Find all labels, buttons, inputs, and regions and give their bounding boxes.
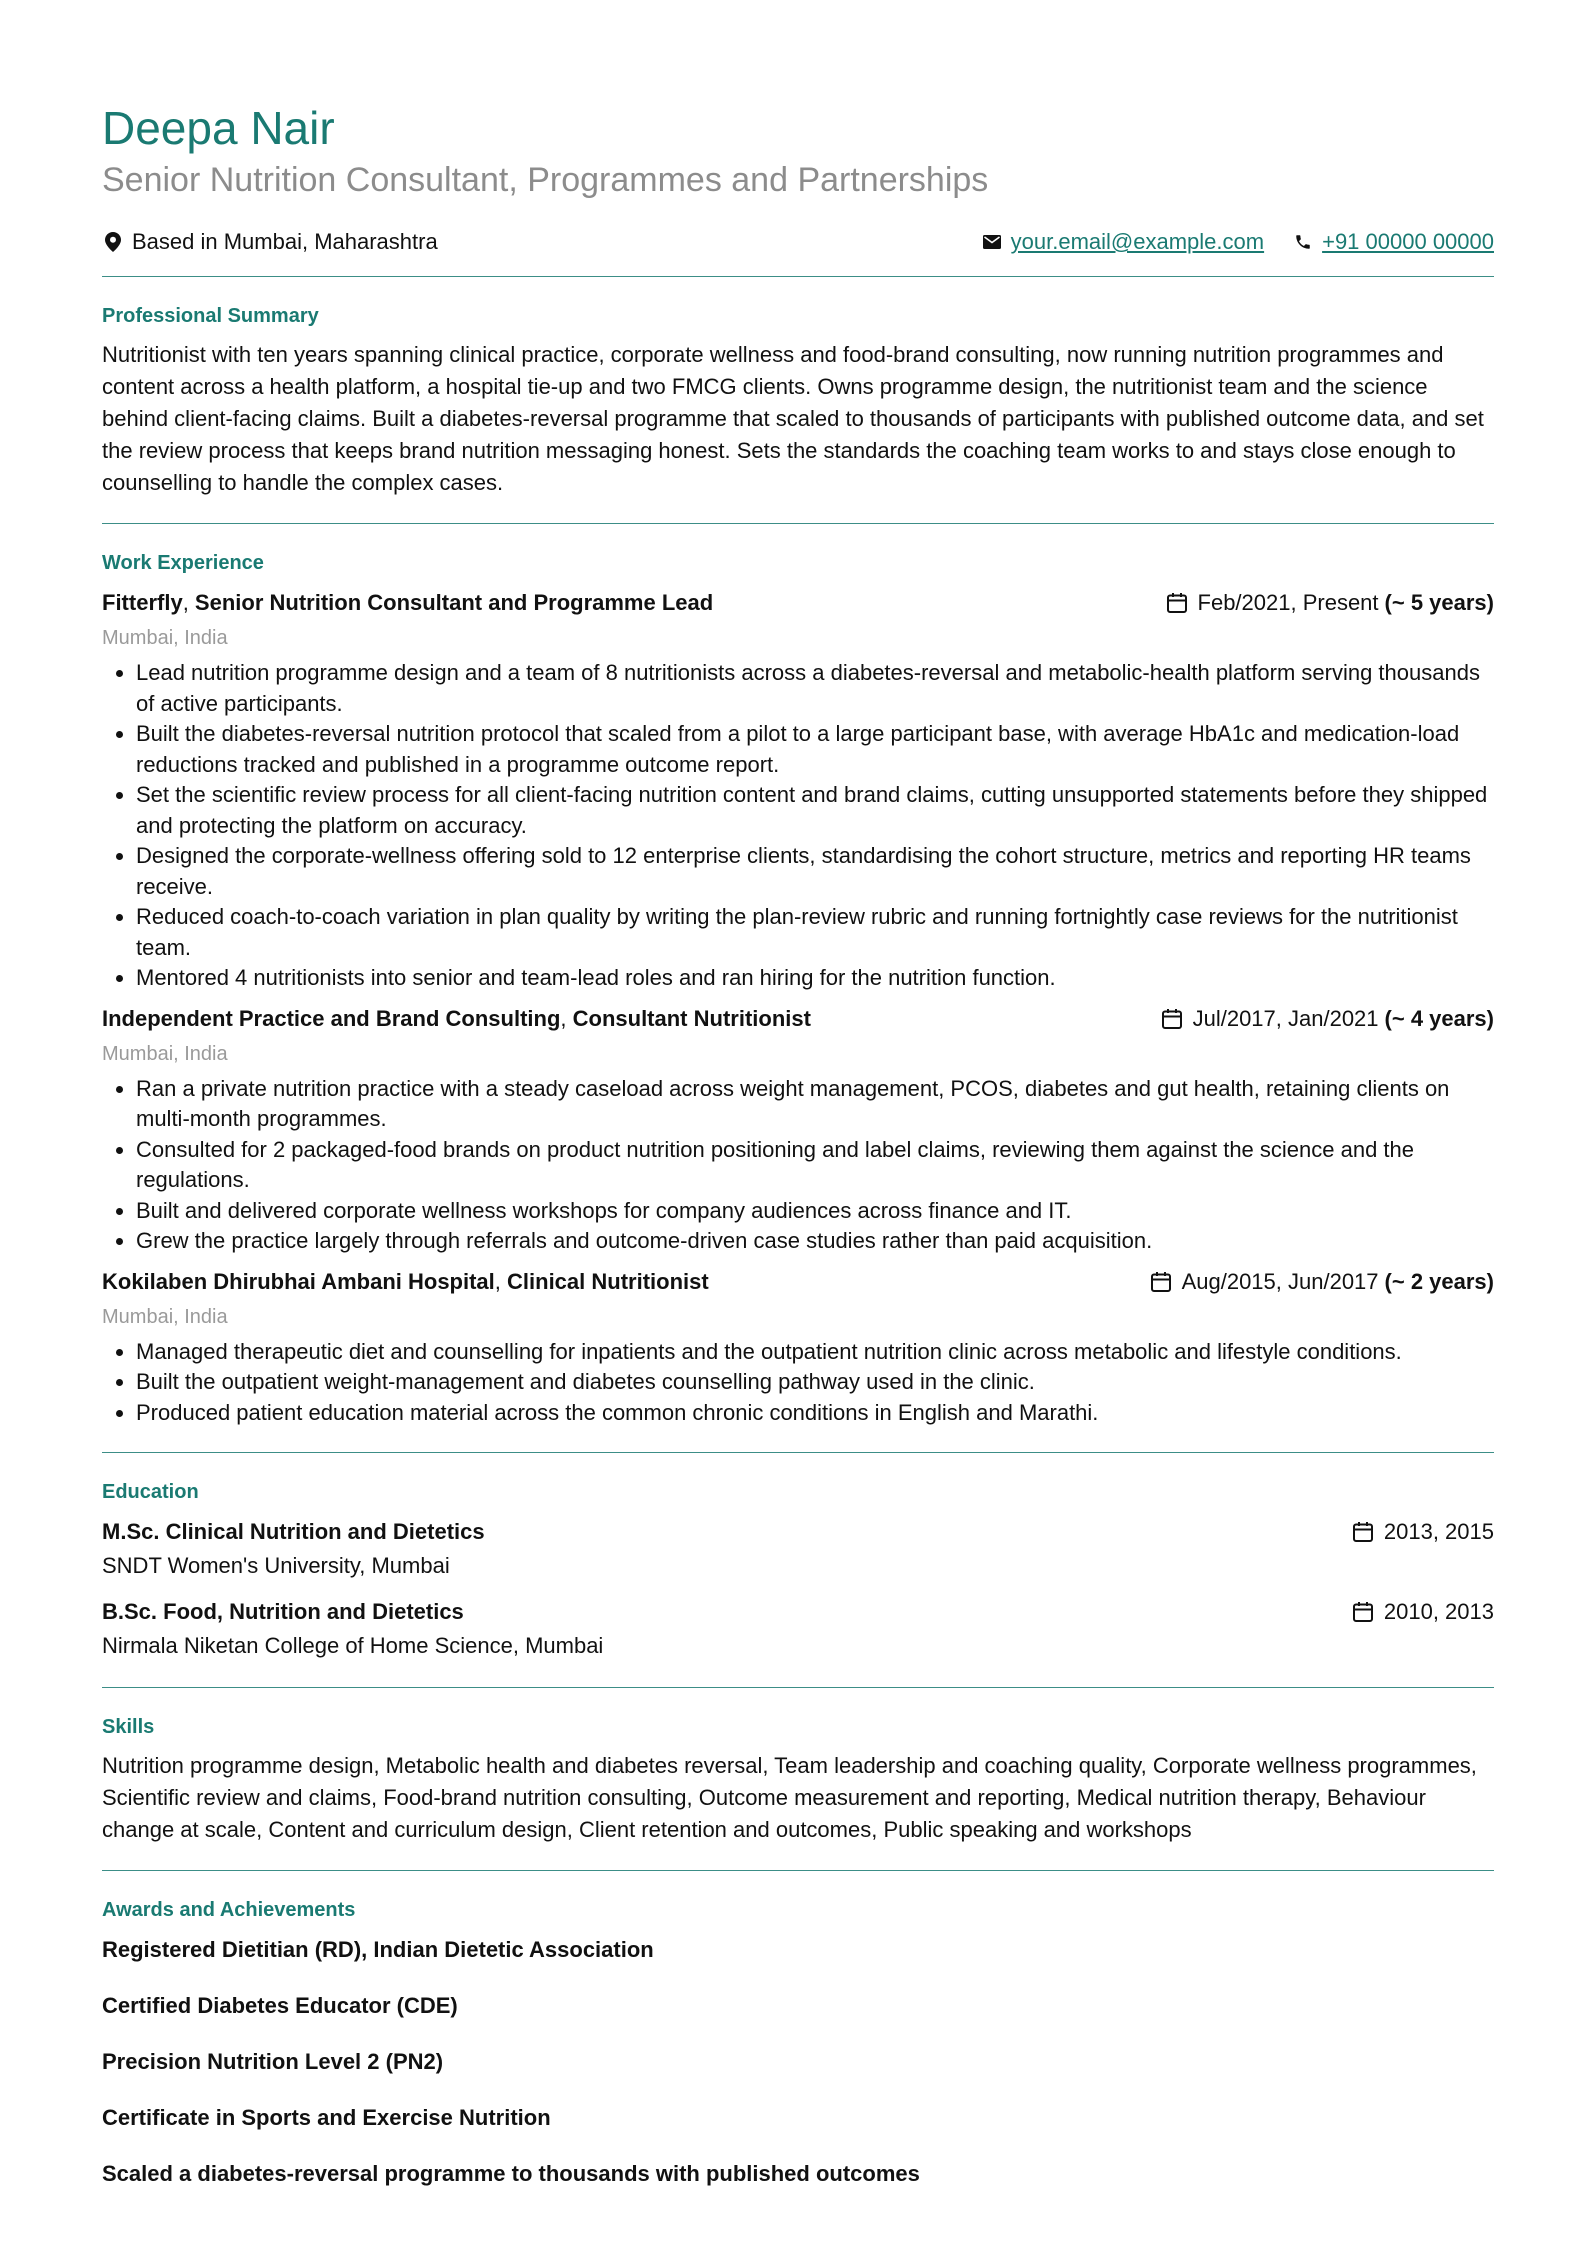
job-location: Mumbai, India bbox=[102, 1305, 228, 1328]
job-header: Kokilaben Dhirubhai Ambani Hospital, Clinical Nutritionist Aug/2015, Jun/2017 (~ 2 years) bbox=[102, 1268, 1494, 1294]
job-dates bbox=[1148, 1269, 1494, 1295]
job-bullet: • Built the diabetes-reversal nutrition protocol that scaled from a pilot to a large participant base, with average HbA1c and medication-load reductions tracked and published in a programme outcome report. bbox=[136, 719, 1494, 780]
award-item: Certified Diabetes Educator (CDE) bbox=[102, 1993, 458, 2018]
job-bullet: • Built and delivered corporate wellness workshops for company audiences across finance and IT. bbox=[136, 1196, 1494, 1227]
divider bbox=[102, 1687, 1494, 1688]
summary-text: Nutritionist with ten years spanning clinical practice, corporate wellness and food-brand consulting, now running nutrition programmes and content across a health platform, a hospital tie-up and two FMCG clients. Owns programme design, the nutritionist team and the science behind client-facing claims. Built a diabetes-reversal programme that scaled to thousands of participants with published outcome data, and set the review process that keeps brand nutrition messaging honest. Sets the standards the coaching team works to and stays close enough to counselling to handle the complex cases. bbox=[102, 342, 1484, 495]
job-company: Fitterfly bbox=[102, 590, 183, 615]
job-bullets bbox=[102, 658, 1494, 994]
calendar-icon bbox=[1350, 1519, 1376, 1545]
job-duration: (~ 5 years) bbox=[1384, 590, 1494, 615]
contact-links bbox=[953, 229, 1494, 255]
award-item: Certificate in Sports and Exercise Nutrition bbox=[102, 2105, 551, 2130]
phone-item bbox=[1292, 229, 1494, 255]
experience-heading: Work Experience bbox=[102, 552, 264, 574]
job-bullet: • Produced patient education material across the common chronic conditions in English and Marathi. bbox=[136, 1398, 1494, 1429]
location-text: Based in Mumbai, Maharashtra bbox=[132, 229, 438, 254]
education-dates bbox=[1350, 1519, 1494, 1545]
mail-icon bbox=[981, 231, 1003, 253]
education-school: Nirmala Niketan College of Home Science, Mumbai bbox=[102, 1633, 604, 1658]
job-bullet: • Designed the corporate-wellness offering sold to 12 enterprise clients, standardising the cohort structure, metrics and reporting HR teams receive. bbox=[136, 841, 1494, 902]
job-role: Consultant Nutritionist bbox=[572, 1005, 811, 1031]
skills-section bbox=[102, 1688, 1494, 1870]
job-company: Independent Practice and Brand Consulting bbox=[102, 1005, 561, 1031]
job-bullet: • Mentored 4 nutritionists into senior and team-lead roles and ran hiring for the nutrition function. bbox=[136, 963, 1494, 994]
job-role: Senior Nutrition Consultant and Programme Lead bbox=[194, 590, 714, 615]
calendar-icon bbox=[1350, 1599, 1376, 1625]
job-dates bbox=[1164, 590, 1494, 616]
email-item bbox=[981, 229, 1264, 255]
education-header bbox=[102, 1595, 1494, 1629]
job-bullet: • Grew the practice largely through referrals and outcome-driven case studies rather than paid acquisition. bbox=[136, 1226, 1494, 1257]
skills-text: Nutrition programme design, Metabolic health and diabetes reversal, Team leadership and coaching quality, Corporate wellness programmes, Scientific review and claims, Food-brand nutrition consulting, Outcome measurement and reporting, Medical nutrition therapy, Behaviour change at scale, Content and curriculum design, Client retention and outcomes, Public speaking and workshops bbox=[102, 1753, 1477, 1842]
education-years: 2010, 2013 bbox=[1383, 1599, 1494, 1624]
experience-section bbox=[102, 524, 1494, 1452]
job-role: Clinical Nutritionist bbox=[507, 1268, 709, 1294]
award-item: Precision Nutrition Level 2 (PN2) bbox=[102, 2049, 444, 2074]
job-bullet: • Ran a private nutrition practice with a steady caseload across weight management, PCOS, diabetes and gut health, retaining clients on multi-month programmes. bbox=[136, 1074, 1494, 1135]
job-location: Mumbai, India bbox=[102, 1042, 228, 1065]
job-dates bbox=[1159, 1006, 1494, 1032]
email-link[interactable]: your.email@example.com bbox=[1010, 229, 1265, 254]
award-item: Scaled a diabetes-reversal programme to thousands with published outcomes bbox=[102, 2161, 920, 2186]
calendar-icon bbox=[1164, 590, 1190, 616]
job-date-range: Feb/2021, Present bbox=[1197, 590, 1379, 615]
job-bullets bbox=[102, 1074, 1494, 1257]
job-entry bbox=[102, 1002, 1494, 1257]
phone-icon bbox=[1292, 231, 1314, 253]
education-years: 2013, 2015 bbox=[1383, 1519, 1494, 1544]
job-bullet: • Managed therapeutic diet and counselling for inpatients and the outpatient nutrition clinic across metabolic and lifestyle conditions. bbox=[136, 1337, 1494, 1368]
job-header: Independent Practice and Brand Consulting, Consultant Nutritionist Jul/2017, Jan/2021 (~ 4 years) bbox=[102, 1005, 1494, 1031]
resume-page bbox=[102, 98, 1494, 2213]
summary-section bbox=[102, 277, 1494, 523]
awards-list bbox=[102, 1935, 1494, 2189]
education-entry bbox=[102, 1595, 1494, 1663]
contact-bar bbox=[102, 226, 1494, 258]
job-date-range: Jul/2017, Jan/2021 bbox=[1192, 1005, 1379, 1031]
education-degree: B.Sc. Food, Nutrition and Dietetics bbox=[102, 1599, 464, 1624]
candidate-name: Deepa Nair bbox=[102, 102, 335, 154]
divider bbox=[102, 1452, 1494, 1453]
map-pin-icon bbox=[102, 231, 124, 253]
job-duration: (~ 4 years) bbox=[1384, 1005, 1494, 1031]
education-section bbox=[102, 1453, 1494, 1687]
job-duration: (~ 2 years) bbox=[1384, 1268, 1494, 1294]
location-info bbox=[102, 229, 438, 255]
award-item: Registered Dietitian (RD), Indian Dietetic Association bbox=[102, 1937, 654, 1962]
job-bullet: • Built the outpatient weight-management and diabetes counselling pathway used in the clinic. bbox=[136, 1367, 1494, 1398]
divider bbox=[102, 523, 1494, 524]
education-school: SNDT Women's University, Mumbai bbox=[102, 1553, 450, 1578]
job-location: Mumbai, India bbox=[102, 627, 228, 649]
candidate-title: Senior Nutrition Consultant, Programmes and Partnerships bbox=[102, 161, 989, 199]
job-header: Fitterfly, Senior Nutrition Consultant and Programme Lead Feb/2021, Present (~ 5 years) bbox=[102, 590, 1494, 615]
education-dates bbox=[1350, 1599, 1494, 1625]
education-heading: Education bbox=[102, 1481, 199, 1503]
job-entry bbox=[102, 1265, 1494, 1429]
job-bullet: • Reduced coach-to-coach variation in plan quality by writing the plan-review rubric and running fortnightly case reviews for the nutritionist team. bbox=[136, 902, 1494, 963]
phone-link[interactable]: +91 00000 00000 bbox=[1322, 229, 1494, 254]
skills-heading: Skills bbox=[102, 1716, 155, 1738]
education-degree: M.Sc. Clinical Nutrition and Dietetics bbox=[102, 1519, 485, 1544]
job-bullet: • Lead nutrition programme design and a team of 8 nutritionists across a diabetes-reversal and metabolic-health platform serving thousands of active participants. bbox=[136, 658, 1494, 719]
education-entry bbox=[102, 1515, 1494, 1583]
job-date-range: Aug/2015, Jun/2017 bbox=[1181, 1268, 1379, 1294]
awards-heading: Awards and Achievements bbox=[102, 1899, 356, 1921]
job-bullets bbox=[102, 1337, 1494, 1429]
summary-heading: Professional Summary bbox=[102, 305, 319, 327]
job-bullet: • Set the scientific review process for all client-facing nutrition content and brand claims, cutting unsupported statements before they shipped and protecting the platform on accuracy. bbox=[136, 780, 1494, 841]
job-company: Kokilaben Dhirubhai Ambani Hospital bbox=[102, 1268, 495, 1294]
job-entry bbox=[102, 586, 1494, 994]
job-bullet: • Consulted for 2 packaged-food brands on product nutrition positioning and label claims, reviewing them against the science and the regulations. bbox=[136, 1135, 1494, 1196]
divider bbox=[102, 276, 1494, 277]
calendar-icon bbox=[1159, 1006, 1185, 1032]
calendar-icon bbox=[1148, 1269, 1174, 1295]
divider bbox=[102, 1870, 1494, 1871]
awards-section bbox=[102, 1871, 1494, 2213]
education-header bbox=[102, 1515, 1494, 1549]
